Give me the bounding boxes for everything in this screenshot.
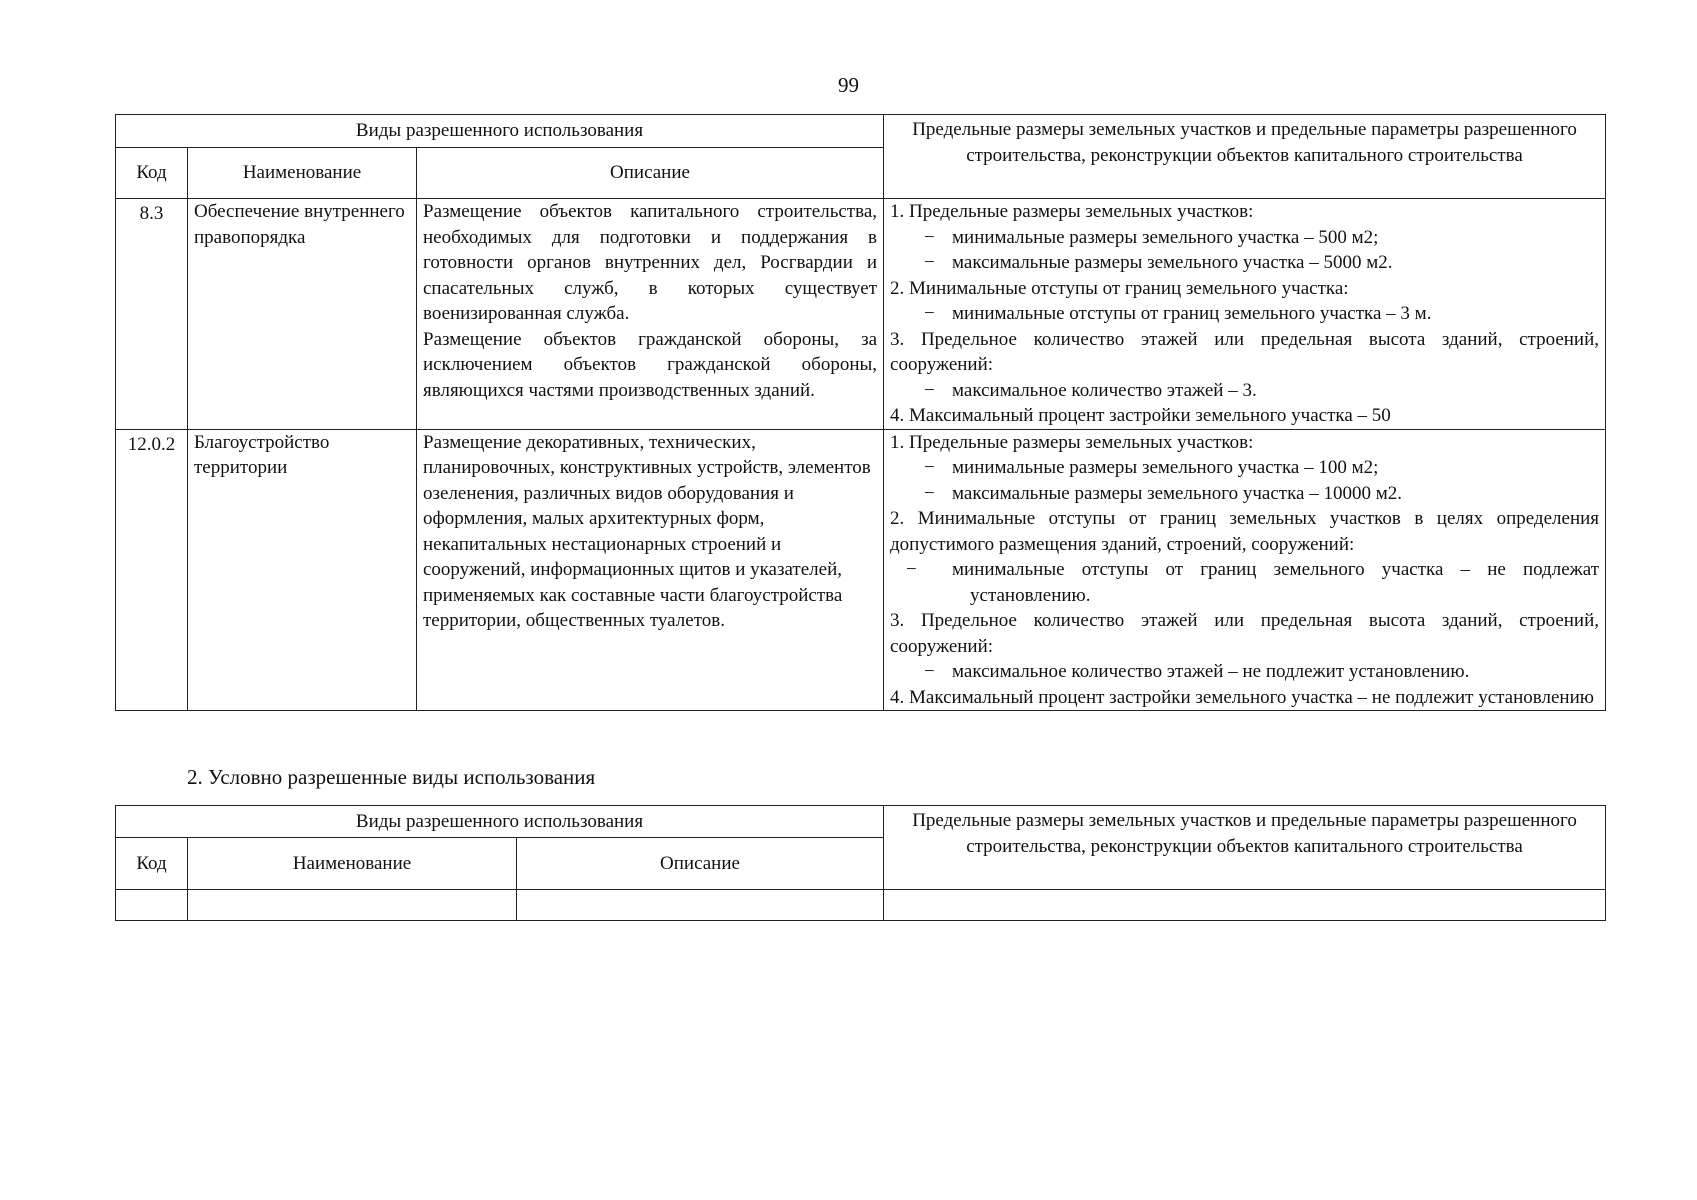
param-item: 1. Предельные размеры земельных участков: — [890, 201, 1254, 222]
header-code: Код — [116, 838, 188, 890]
param-subitem: − максимальное количество этажей – не подлежит установлению. — [924, 659, 1599, 685]
table-row — [116, 199, 1606, 430]
row-name: Благоустройство территории — [188, 429, 417, 711]
table-row-empty — [116, 890, 1606, 921]
header-description: Описание — [517, 838, 884, 890]
header-name: Наименование — [188, 148, 417, 199]
row-code: 8.3 — [116, 199, 188, 430]
row-params — [884, 199, 1606, 430]
header-row-group — [116, 115, 1606, 148]
row-name: Обеспечение внутреннего правопорядка — [188, 199, 417, 430]
header-params: Предельные размеры земельных участков и предельные параметры разрешенного строительства, реконструкции объектов капитального строительства — [884, 115, 1606, 199]
header-code: Код — [116, 148, 188, 199]
header-permitted-uses: Виды разрешенного использования — [116, 806, 884, 838]
param-item: 3. Предельное количество этажей или предельная высота зданий, строений, сооружений: — [890, 328, 1600, 375]
description-paragraph: Размещение объектов капитального строительства, необходимых для подготовки и поддержания в готовности органов внутренних дел, Росгвардии и спасательных служб, в которых существует военизированная служба. — [423, 201, 878, 324]
param-subitem: − минимальные отступы от границ земельного участка – не подлежат установлению. — [924, 557, 1599, 608]
header-description: Описание — [417, 148, 884, 199]
param-item: 4. Максимальный процент застройки земельного участка – не подлежит установлению — [890, 686, 1594, 708]
param-subitem: − максимальные размеры земельного участка – 5000 м2. — [924, 250, 1599, 276]
table-row — [116, 429, 1606, 711]
param-item: 2. Минимальные отступы от границ земельных участков в целях определения допустимого размещения зданий, строений, сооружений: — [890, 508, 1600, 555]
row-params — [884, 429, 1606, 711]
header-name: Наименование — [188, 838, 517, 890]
param-item: 3. Предельное количество этажей или предельная высота зданий, строений, сооружений: — [890, 610, 1600, 657]
section-heading: 2. Условно разрешенные виды использования — [187, 765, 596, 789]
description-paragraph: Размещение декоративных, технических, планировочных, конструктивных устройств, элементов озеленения, различных видов оборудования и оформления, малых архитектурных форм, некапитальных нестационарных строений и сооружений, информационных щитов и указателей, применяемых как составные части благоустройства территории, общественных туалетов. — [423, 431, 871, 631]
row-code: 12.0.2 — [116, 429, 188, 711]
permitted-uses-table — [115, 114, 1606, 711]
param-subitem: − максимальные размеры земельного участка – 10000 м2. — [924, 481, 1599, 507]
empty-cell — [116, 890, 188, 921]
header-row-group — [116, 806, 1606, 838]
row-description — [417, 429, 884, 711]
empty-cell — [884, 890, 1606, 921]
page-number: 99 — [838, 73, 859, 97]
conditional-uses-table — [115, 805, 1606, 921]
header-permitted-uses: Виды разрешенного использования — [116, 115, 884, 148]
row-description — [417, 199, 884, 430]
param-subitem: − минимальные отступы от границ земельного участка – 3 м. — [924, 301, 1599, 327]
empty-cell — [517, 890, 884, 921]
description-paragraph: Размещение объектов гражданской обороны, за исключением объектов гражданской обороны, являющихся частями производственных зданий. — [423, 328, 878, 401]
empty-cell — [188, 890, 517, 921]
header-params: Предельные размеры земельных участков и предельные параметры разрешенного строительства, реконструкции объектов капитального строительства — [884, 806, 1606, 890]
param-subitem: − максимальное количество этажей – 3. — [924, 378, 1599, 404]
param-item: 1. Предельные размеры земельных участков: — [890, 431, 1254, 453]
param-subitem: − минимальные размеры земельного участка – 500 м2; — [924, 225, 1599, 251]
param-subitem: − минимальные размеры земельного участка – 100 м2; — [924, 455, 1599, 481]
param-item: 4. Максимальный процент застройки земельного участка – 50 — [890, 405, 1391, 426]
param-item: 2. Минимальные отступы от границ земельного участка: — [890, 277, 1349, 299]
